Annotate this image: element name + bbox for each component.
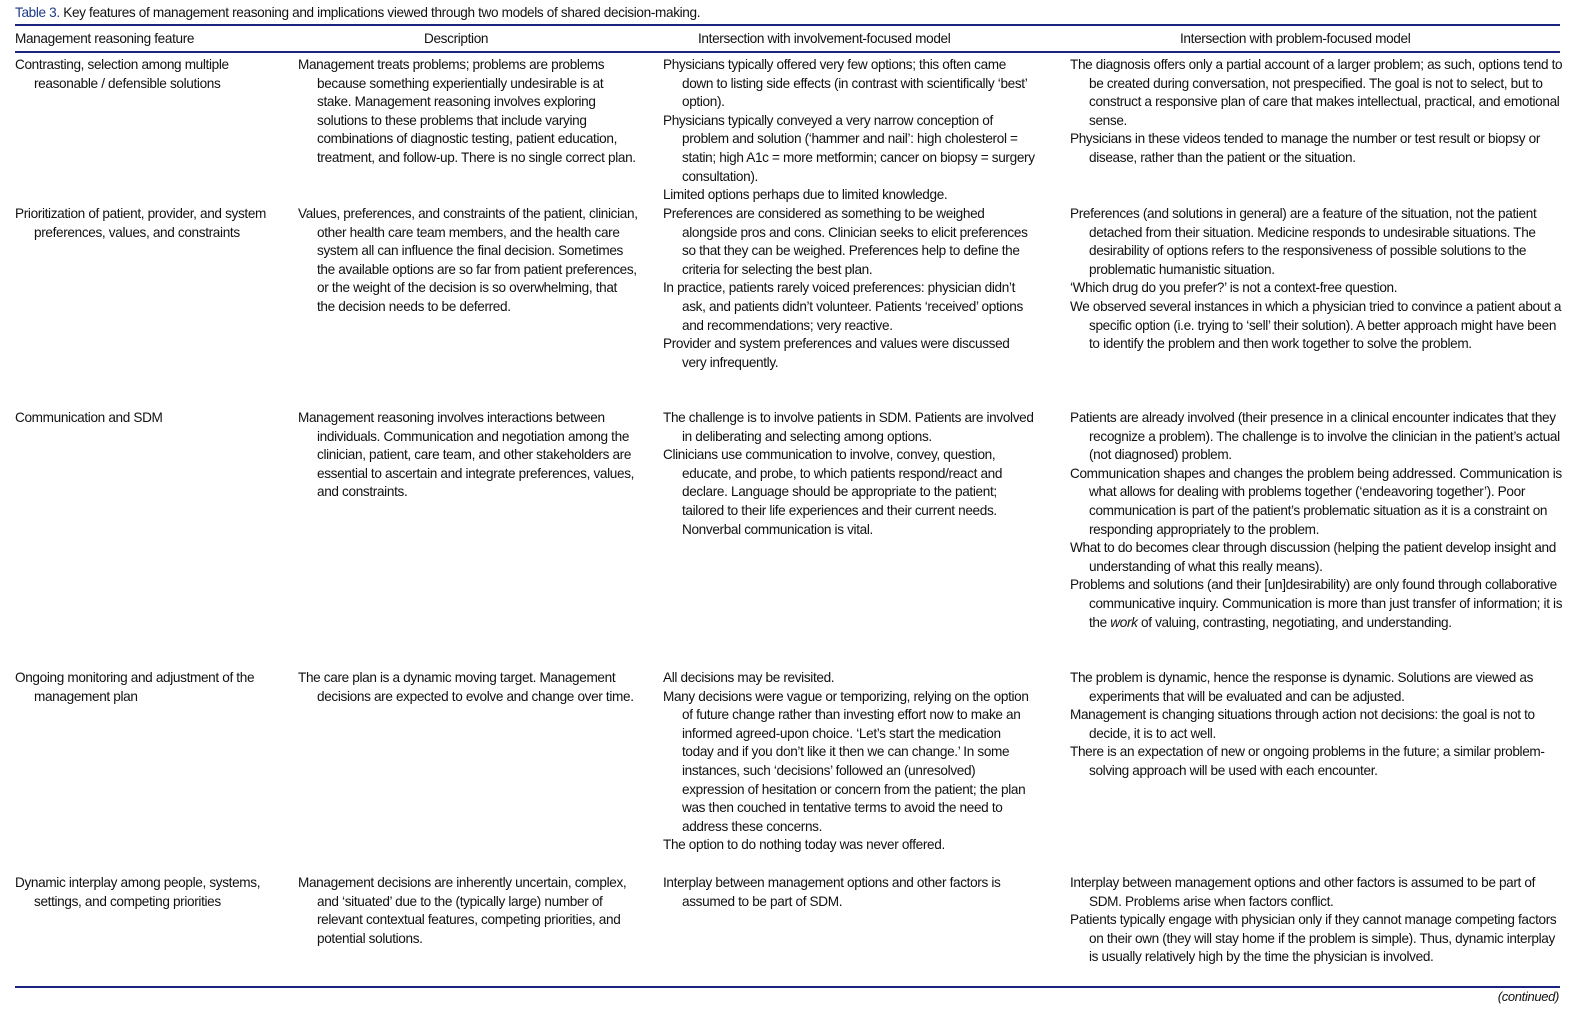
cell-problem	[1070, 669, 1565, 781]
cell-paragraph: Values, preferences, and constraints of the patient, clinician, other health care team members, and the health care system all can influence the final decision. Sometimes the available options are so far from patient preferences, or the weight of the decision is so overwhelming, that the decision needs to be deferred.	[298, 206, 638, 314]
cell-problem	[1070, 409, 1565, 632]
cell-paragraph: The challenge is to involve patients in SDM. Patients are involved in deliberating and selecting among options.	[663, 410, 1034, 444]
cell-paragraph: Management is changing situations through action not decisions: the goal is not to decide, it is to act well.	[1070, 707, 1535, 741]
cell-paragraph: Clinicians use communication to involve, convey, question, educate, and probe, to which patients respond/react and declare. Language should be appropriate to the patient; tailored to their life experiences and their current needs. Nonverbal communication is vital.	[663, 447, 1003, 537]
cell-paragraph: The option to do nothing today was never offered.	[663, 837, 945, 853]
continued-note: (continued)	[1497, 989, 1559, 1004]
cell-paragraph: The care plan is a dynamic moving target. Management decisions are expected to evolve and change over time.	[298, 670, 634, 704]
cell-involvement	[663, 56, 1035, 205]
cell-paragraph: Interplay between management options and other factors is assumed to be part of SDM. Problems arise when factors conflict.	[1070, 875, 1536, 909]
cell-paragraph: Communication and SDM	[15, 410, 163, 425]
header-feature: Management reasoning feature	[15, 31, 195, 46]
cell-paragraph: Preferences are considered as something to be weighed alongside pros and cons. Clinician seeks to elicit preferences so that they can be weighed. Preferences help to define the criteria for selecting the best plan.	[663, 206, 1028, 277]
cell-paragraph: Patients are already involved (their presence in a clinical encounter indicates that they recognize a problem). The challenge is to involve the clinician in the patient’s actual (not diagnosed) problem.	[1070, 410, 1560, 463]
cell-paragraph: Management treats problems; problems are problems because something experientially undesirable is at stake. Management reasoning involves exploring solutions to these problems that include varying combinations of diagnostic testing, patient education, treatment, and follow-up. There is no single correct plan.	[298, 57, 636, 165]
cell-problem	[1070, 874, 1565, 967]
cell-description	[298, 409, 638, 502]
cell-feature	[15, 205, 270, 242]
cell-feature	[15, 56, 270, 93]
cell-description	[298, 874, 638, 948]
cell-paragraph: We observed several instances in which a physician tried to convince a patient about a specific option (i.e. trying to ‘sell’ their solution). A better approach might have been to identify the problem and then work together to solve the problem.	[1070, 298, 1562, 352]
cell-feature	[15, 409, 270, 428]
table-header	[0, 31, 1569, 49]
cell-paragraph: What to do becomes clear through discussion (helping the patient develop insight and understanding of what this really means).	[1070, 540, 1556, 574]
header-problem: Intersection with problem-focused model	[1180, 31, 1411, 46]
cell-paragraph: Preferences (and solutions in general) are a feature of the situation, not the patient detached from their situation. Medicine responds to undesirable situations. The desirability of options refers to the responsiveness of possible solutions to the problematic humanistic situation.	[1070, 206, 1537, 277]
header-rule	[15, 51, 1560, 53]
cell-description	[298, 669, 638, 706]
cell-problem	[1070, 56, 1565, 168]
cell-description	[298, 205, 638, 317]
cell-paragraph: ‘Which drug do you prefer?’ is not a context-free question.	[1070, 280, 1398, 296]
cell-paragraph: Physicians in these videos tended to manage the number or test result or biopsy or disease, rather than the patient or the situation.	[1070, 131, 1541, 165]
cell-feature	[15, 669, 270, 706]
cell-involvement	[663, 874, 1035, 911]
cell-paragraph: In practice, patients rarely voiced preferences: physician didn’t ask, and patients didn’t volunteer. Patients ‘received’ options and recommendations; very reactive.	[663, 280, 1023, 333]
cell-paragraph: Patients typically engage with physician only if they cannot manage competing factors on their own (they will stay home if the problem is simple). Thus, dynamic interplay is usually relatively high by the time the physician is involved.	[1070, 912, 1557, 965]
cell-paragraph: Prioritization of patient, provider, and system preferences, values, and constraints	[15, 206, 267, 240]
cell-paragraph: Many decisions were vague or temporizing, relying on the option of future change rather than investing effort now to make an informed agreed-upon choice. ‘Let’s start the medication today and if you don’t like it then we can change.’ In some instances, such ‘decisions’ followed an (unresolved) expression of hesitation or concern from the patient; the plan was then couched in tentative terms to avoid the need to address these concerns.	[663, 688, 1029, 834]
cell-involvement	[663, 409, 1035, 539]
cell-paragraph: Limited options perhaps due to limited knowledge.	[663, 187, 948, 203]
cell-paragraph: Problems and solutions (and their [un]desirability) are only found through collaborative communicative inquiry. Communication is more than just transfer of information; it is the work of valuing, contrasting, negotiating, and understanding.	[1070, 577, 1563, 630]
cell-problem	[1070, 205, 1565, 354]
header-description: Description	[424, 31, 489, 46]
cell-paragraph: Interplay between management options and other factors is assumed to be part of SDM.	[663, 875, 1001, 909]
cell-paragraph: Management reasoning involves interactions between individuals. Communication and negotiation among the clinician, patient, care team, and other stakeholders are essential to ascertain and integrate preferences, values, and constraints.	[298, 410, 635, 500]
top-rule	[15, 24, 1560, 26]
cell-paragraph: The problem is dynamic, hence the response is dynamic. Solutions are viewed as experiments that will be evaluated and can be adjusted.	[1070, 670, 1534, 704]
cell-paragraph: Management decisions are inherently uncertain, complex, and ‘situated’ due to the (typically large) number of relevant contextual features, competing priorities, and potential solutions.	[298, 875, 627, 946]
cell-paragraph: Dynamic interplay among people, systems, settings, and competing priorities	[15, 875, 261, 909]
table-label: Table 3.	[15, 5, 60, 20]
cell-paragraph: Physicians typically conveyed a very narrow conception of problem and solution (‘hammer and nail’: high cholesterol = statin; high A1c = more metformin; cancer on biopsy = surgery consultation).	[663, 112, 1035, 184]
cell-paragraph: Provider and system preferences and values were discussed very infrequently.	[663, 336, 1010, 370]
cell-feature	[15, 874, 270, 911]
cell-paragraph: Ongoing monitoring and adjustment of the management plan	[15, 670, 255, 704]
header-involvement: Intersection with involvement-focused model	[698, 31, 951, 46]
cell-paragraph: Physicians typically offered very few options; this often came down to listing side effects (in contrast with scientifically ‘best’ option).	[663, 57, 1027, 110]
cell-paragraph: There is an expectation of new or ongoing problems in the future; a similar problem-solving approach will be used with each encounter.	[1070, 744, 1545, 778]
cell-paragraph: The diagnosis offers only a partial account of a larger problem; as such, options tend to be created during conversation, not prespecified. The goal is not to select, but to construct a responsive plan of care that makes intellectual, practical, and emotional sense.	[1070, 57, 1563, 128]
cell-involvement	[663, 669, 1035, 855]
table-caption	[15, 5, 700, 20]
cell-description	[298, 56, 638, 168]
cell-paragraph: Communication shapes and changes the problem being addressed. Communication is what allows for dealing with problems together (‘endeavoring together’). Poor communication is part of the patient’s problematic situation as it is a constraint on responding appropriately to the problem.	[1070, 465, 1562, 537]
cell-involvement	[663, 205, 1035, 372]
cell-paragraph: Contrasting, selection among multiple reasonable / defensible solutions	[15, 57, 229, 91]
cell-paragraph: All decisions may be revisited.	[663, 670, 835, 685]
caption-text: Key features of management reasoning and implications viewed through two models of shared decision-making.	[59, 5, 701, 20]
bottom-rule	[15, 986, 1560, 988]
